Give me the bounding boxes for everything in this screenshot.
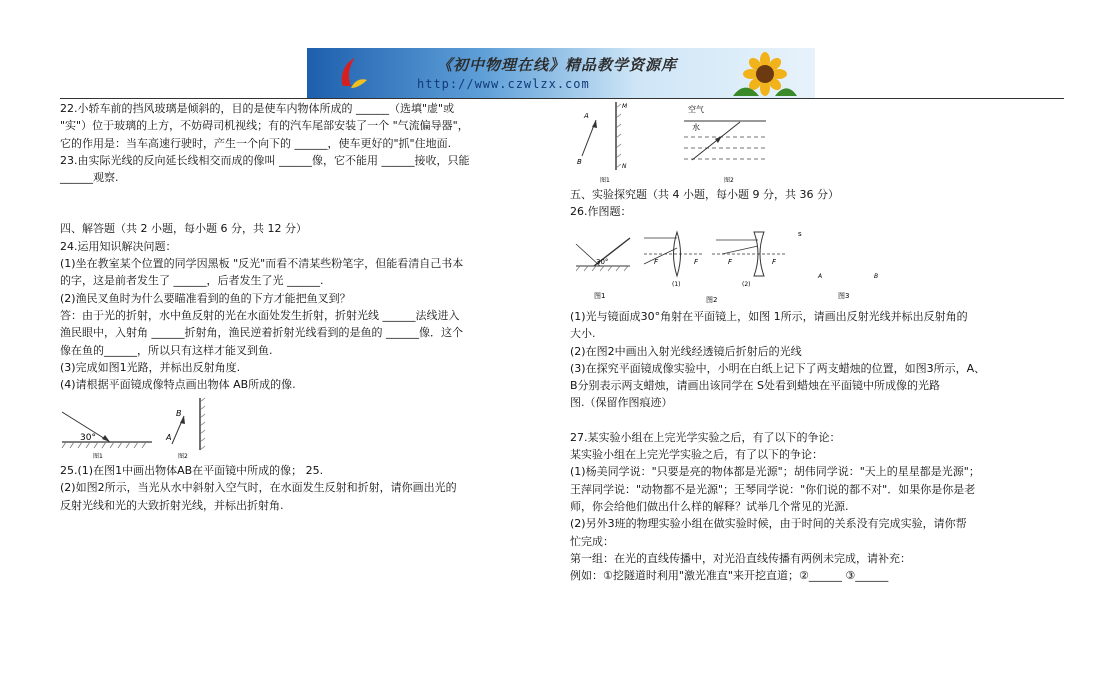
svg-text:30°: 30° bbox=[596, 258, 609, 266]
text-line: 25.(1)在图1中画出物体AB在平面镜中所成的像； 25. bbox=[60, 464, 324, 477]
text-line: (3)在探究平面镜成像实验中，小明在白纸上记下了两支蜡烛的位置，如图3所示，A、 bbox=[570, 361, 986, 375]
right-column-top bbox=[570, 186, 1070, 221]
right-column-bottom bbox=[570, 308, 1070, 584]
text-line: 它的作用是：当车高速行驶时，产生一个向下的 ______，使车更好的"抓"住地面. bbox=[60, 136, 452, 150]
banner-url: http://www.czwlzx.com bbox=[417, 77, 590, 91]
text-line: 图.（保留作图痕迹） bbox=[570, 396, 673, 410]
svg-text:F: F bbox=[654, 258, 659, 266]
text-line: (2)另外3班的物理实验小组在做实验时候，由于时间的关系没有完成实验，请你帮 bbox=[570, 517, 967, 531]
mirror-30-figure bbox=[62, 412, 152, 460]
text-line: 渔民眼中，入射角 ______折射角，渔民逆着折射光线看到的是鱼的 ______像．这个 bbox=[60, 326, 463, 340]
svg-text:F: F bbox=[772, 258, 777, 266]
text-line: (2)渔民叉鱼时为什么要瞄准看到的鱼的下方才能把鱼叉到？ bbox=[60, 291, 351, 305]
header-rule bbox=[60, 98, 1064, 99]
text-line: 27.某实验小组在上完光学实验之后，有了以下的争论： bbox=[570, 430, 841, 444]
convex-lens-figure bbox=[644, 232, 702, 288]
figure-caption: 图1 bbox=[594, 292, 606, 300]
header-banner bbox=[307, 48, 815, 98]
logo-icon bbox=[337, 56, 369, 90]
figure-caption: 图2 bbox=[724, 177, 734, 184]
text-line: ______观察. bbox=[60, 171, 119, 185]
text-line: 像在鱼的______，所以只有这样才能叉到鱼. bbox=[60, 343, 273, 357]
figure-caption: 图2 bbox=[706, 296, 718, 304]
right-top-figures bbox=[572, 100, 772, 184]
text-line: 反射光线和光的大致折射光线，并标出折射角. bbox=[60, 498, 284, 512]
text-line: (2)在图2中画出入射光线经透镜后折射后的光线 bbox=[570, 344, 802, 358]
text-line: 王萍同学说："动物都不是光源"；王琴同学说："你们说的都不对"．如果你是你是老 bbox=[570, 482, 976, 496]
inclined-mirror-figure bbox=[576, 238, 630, 300]
text-line: 的字，这是前者发生了 ______，后者发生了光 ______. bbox=[60, 274, 324, 288]
text-line: 例如：①挖隧道时利用"激光准直"来开挖直道；②______ ③______ bbox=[570, 569, 889, 583]
text-line: (3)完成如图1光路，并标出反射角度. bbox=[60, 360, 241, 374]
text-line: 第一组：在光的直线传播中，对光沿直线传播有两例未完成，请补充： bbox=[570, 551, 911, 565]
svg-text:A: A bbox=[584, 112, 589, 120]
text-line: (1)坐在教室某个位置的同学因黑板 "反光"而看不清某些粉笔字，但能看清自己书本 bbox=[60, 257, 464, 271]
sunflower-icon bbox=[733, 52, 797, 96]
text-line: (1)杨美同学说："只要是亮的物体都是光源"；胡伟同学说："天上的星星都是光源"； bbox=[570, 465, 980, 479]
svg-text:A: A bbox=[818, 273, 823, 280]
text-line: 忙完成： bbox=[570, 534, 614, 548]
figure-caption: 图3 bbox=[838, 292, 850, 300]
svg-text:B: B bbox=[874, 273, 879, 280]
svg-text:水: 水 bbox=[692, 123, 700, 132]
section-heading: 四、解答题（共 2 小题，每小题 6 分，共 12 分） bbox=[60, 222, 307, 236]
svg-text:(1): (1) bbox=[672, 281, 681, 288]
section-heading: 五、实验探究题（共 4 小题，每小题 9 分，共 36 分） bbox=[570, 188, 839, 201]
right-mid-figures bbox=[572, 224, 892, 304]
svg-text:s: s bbox=[798, 230, 802, 238]
text-line: 大小. bbox=[570, 327, 596, 341]
left-column-bottom bbox=[60, 462, 550, 514]
figure-caption: 图1 bbox=[93, 453, 103, 460]
svg-text:空气: 空气 bbox=[688, 105, 704, 114]
text-line: (4)请根据平面镜成像特点画出物体 AB所成的像. bbox=[60, 378, 296, 392]
svg-text:B: B bbox=[176, 409, 182, 418]
svg-text:M: M bbox=[622, 103, 628, 110]
left-column bbox=[60, 100, 550, 393]
text-line: (2)如图2所示，当光从水中斜射入空气时，在水面发生反射和折射，请你画出光的 bbox=[60, 481, 457, 495]
text-line: 24.运用知识解决问题： bbox=[60, 239, 177, 253]
svg-text:B: B bbox=[577, 158, 582, 166]
candles-figure bbox=[798, 230, 878, 300]
concave-lens-figure bbox=[706, 232, 786, 304]
text-line: (1)光与镜面成30°角射在平面镜上，如图 1所示，请画出反射光线并标出反射角的 bbox=[570, 310, 968, 323]
svg-text:F: F bbox=[728, 258, 733, 266]
text-line: 22.小轿车前的挡风玻璃是倾斜的，目的是使车内物体所成的 ______（选填"虚"或 bbox=[60, 102, 455, 115]
text-line: 23.由实际光线的反向延长线相交而成的像叫 ______像，它不能用 ______接收，只能 bbox=[60, 153, 470, 167]
text-line: 某实验小组在上完光学实验之后，有了以下的争论： bbox=[570, 448, 823, 462]
svg-text:(2): (2) bbox=[742, 281, 751, 288]
left-figures bbox=[60, 396, 220, 462]
text-line: 26.作图题： bbox=[570, 205, 632, 219]
ab-mn-figure bbox=[577, 102, 628, 184]
angle-label: 30° bbox=[80, 433, 96, 443]
text-line: "实"）位于玻璃的上方，不妨碍司机视线；有的汽车尾部安装了一个 "气流偏导器"， bbox=[60, 119, 469, 133]
svg-text:F: F bbox=[694, 258, 699, 266]
text-line: 答：由于光的折射，水中鱼反射的光在水面处发生折射，折射光线 ______法线进入 bbox=[60, 308, 460, 322]
svg-text:N: N bbox=[622, 163, 627, 170]
water-surface-figure bbox=[684, 104, 766, 184]
text-line: 师，你会给他们做出什么样的解释？试举几个常见的光源. bbox=[570, 499, 849, 513]
svg-text:A: A bbox=[166, 433, 172, 442]
figure-caption: 图1 bbox=[600, 177, 610, 184]
text-line: B分别表示两支蜡烛，请画出该同学在 S处看到蜡烛在平面镜中所成像的光路 bbox=[570, 379, 941, 393]
figure-caption: 图2 bbox=[178, 453, 188, 460]
banner-title: 《初中物理在线》精品教学资源库 bbox=[437, 56, 678, 74]
ab-mirror-figure bbox=[165, 398, 205, 460]
